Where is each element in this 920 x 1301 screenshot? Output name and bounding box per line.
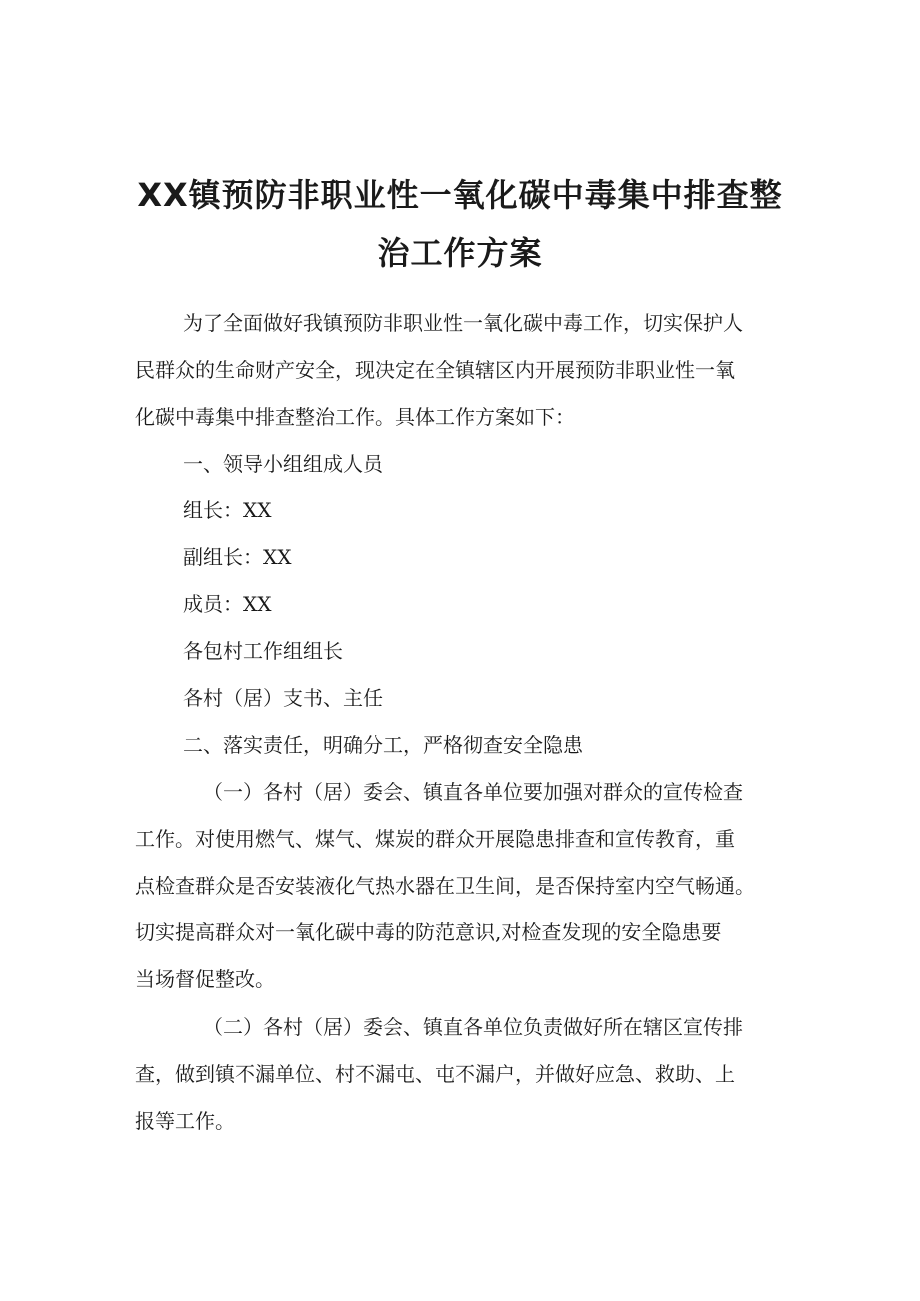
item2-line-3: 报等工作。	[135, 1109, 235, 1133]
intro-line-2: 民群众的生命财产安全，现决定在全镇辖区内开展预防非职业性一氧	[135, 358, 735, 382]
document-title-line-1: XX镇预防非职业性一氧化碳中毒集中排查整	[137, 176, 783, 214]
item1-line-3: 点检查群众是否安装液化气热水器在卫生间，是否保持室内空气畅通。	[135, 874, 755, 898]
members-extra-line-2: 各村（居）支书、主任	[183, 686, 383, 710]
leader-line: 组长：XX	[183, 498, 272, 522]
item1-line-1: （一）各村（居）委会、镇直各单位要加强对群众的宣传检查	[203, 780, 743, 804]
intro-line-3: 化碳中毒集中排查整治工作。具体工作方案如下：	[135, 405, 575, 429]
item1-line-5: 当场督促整改。	[135, 967, 275, 991]
intro-line-1: 为了全面做好我镇预防非职业性一氧化碳中毒工作，切实保护人	[183, 311, 743, 335]
section1-heading: 一、领导小组组成人员	[183, 452, 383, 476]
members-extra-line-1: 各包村工作组组长	[183, 639, 343, 663]
document-title-line-2: 治工作方案	[377, 234, 543, 272]
members-line: 成员：XX	[183, 592, 272, 616]
item1-line-4: 切实提高群众对一氧化碳中毒的防范意识,对检查发现的安全隐患要	[135, 920, 722, 944]
item2-line-2: 查，做到镇不漏单位、村不漏屯、屯不漏户，并做好应急、救助、上	[135, 1062, 735, 1086]
deputy-leader-line: 副组长：XX	[183, 545, 292, 569]
item2-line-1: （二）各村（居）委会、镇直各单位负责做好所在辖区宣传排	[203, 1015, 743, 1039]
item1-line-2: 工作。对使用燃气、煤气、煤炭的群众开展隐患排查和宣传教育，重	[135, 827, 735, 851]
section2-heading: 二、落实责任，明确分工，严格彻查安全隐患	[183, 733, 583, 757]
